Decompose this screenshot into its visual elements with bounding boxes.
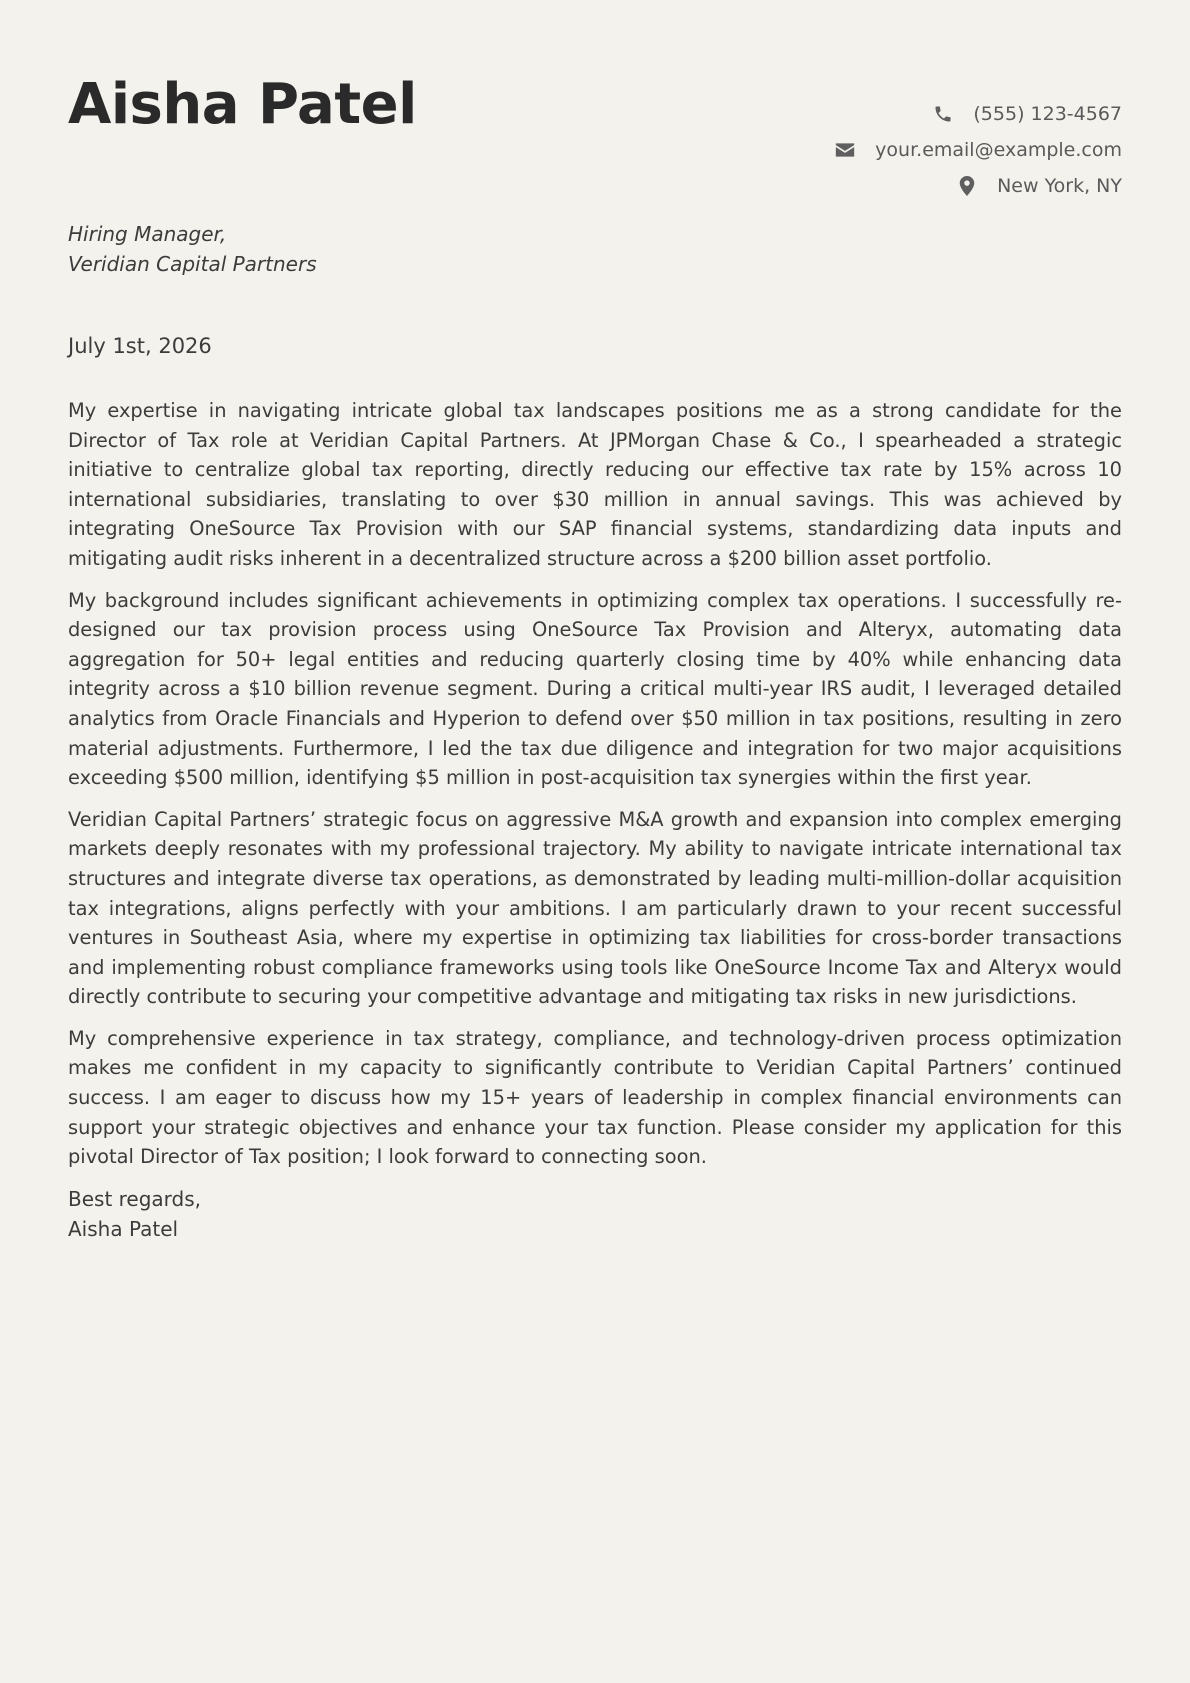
cover-letter-page	[68, 0, 1122, 1683]
applicant-name: Aisha Patel	[68, 72, 417, 137]
envelope-icon	[835, 140, 855, 160]
letter-body	[68, 396, 1122, 1244]
body-paragraph: My expertise in navigating intricate global tax landscapes positions me as a strong candidate for the Director of Tax role at Veridian Capital Partners. At JPMorgan Chase & Co., I spearheaded a strategic initiative to centralize global tax reporting, directly reducing our effective tax rate by 15% across 10 international subsidiaries, translating to over $30 million in annual savings. This was achieved by integrating OneSource Tax Provision with our SAP financial systems, standardizing data inputs and mitigating audit risks inherent in a decentralized structure across a $200 billion asset portfolio.	[68, 399, 1122, 570]
closing-signature: Aisha Patel	[68, 1216, 179, 1241]
body-paragraph: My comprehensive experience in tax strategy, compliance, and technology-driven process optimization makes me confident in my capacity to significantly contribute to Veridian Capital Partners’ continued success. I am eager to discuss how my 15+ years of leadership in complex financial environments can support your strategic objectives and enhance your tax function. Please consider my application for this pivotal Director of Tax position; I look forward to connecting soon.	[68, 1026, 1122, 1169]
contact-location-row	[835, 168, 1122, 204]
body-paragraph: Veridian Capital Partners’ strategic focus on aggressive M&A growth and expansion into complex emerging markets deeply resonates with my professional trajectory. My ability to navigate intricate international tax structures and integrate diverse tax operations, as demonstrated by leading multi-million-dollar acquisition tax integrations, aligns perfectly with your ambitions. I am particularly drawn to your recent successful ventures in Southeast Asia, where my expertise in optimizing tax liabilities for cross-border transactions and implementing robust compliance frameworks using tools like OneSource Income Tax and Alteryx would directly contribute to securing your competitive advantage and mitigating tax risks in new jurisdictions.	[68, 807, 1122, 1009]
letter-date: July 1st, 2026	[68, 334, 212, 358]
letter-closing	[68, 1184, 1122, 1244]
recipient-block	[68, 219, 317, 279]
closing-salutation: Best regards,	[68, 1186, 202, 1211]
contact-email[interactable]: your.email@example.com	[875, 139, 1122, 161]
body-paragraph: My background includes significant achievements in optimizing complex tax operations. I successfully re-designed our tax provision process using OneSource Tax Provision and Alteryx, automating data aggregation for 50+ legal entities and reducing quarterly closing time by 40% while enhancing data integrity across a $10 billion revenue segment. During a critical multi-year IRS audit, I leveraged detailed analytics from Oracle Financials and Hyperion to defend over $50 million in tax positions, resulting in zero material adjustments. Furthermore, I led the tax due diligence and integration for two major acquisitions exceeding $500 million, identifying $5 million in post-acquisition tax synergies within the first year.	[68, 588, 1122, 790]
contact-email-row	[835, 132, 1122, 168]
contact-location: New York, NY	[997, 175, 1122, 197]
recipient-title: Hiring Manager,	[68, 222, 227, 246]
recipient-company: Veridian Capital Partners	[68, 252, 317, 276]
contact-phone: (555) 123-4567	[973, 103, 1122, 125]
phone-icon	[933, 104, 953, 124]
contact-block	[835, 96, 1122, 204]
letter-header	[68, 0, 1122, 200]
contact-phone-row	[835, 96, 1122, 132]
map-pin-icon	[957, 176, 977, 196]
